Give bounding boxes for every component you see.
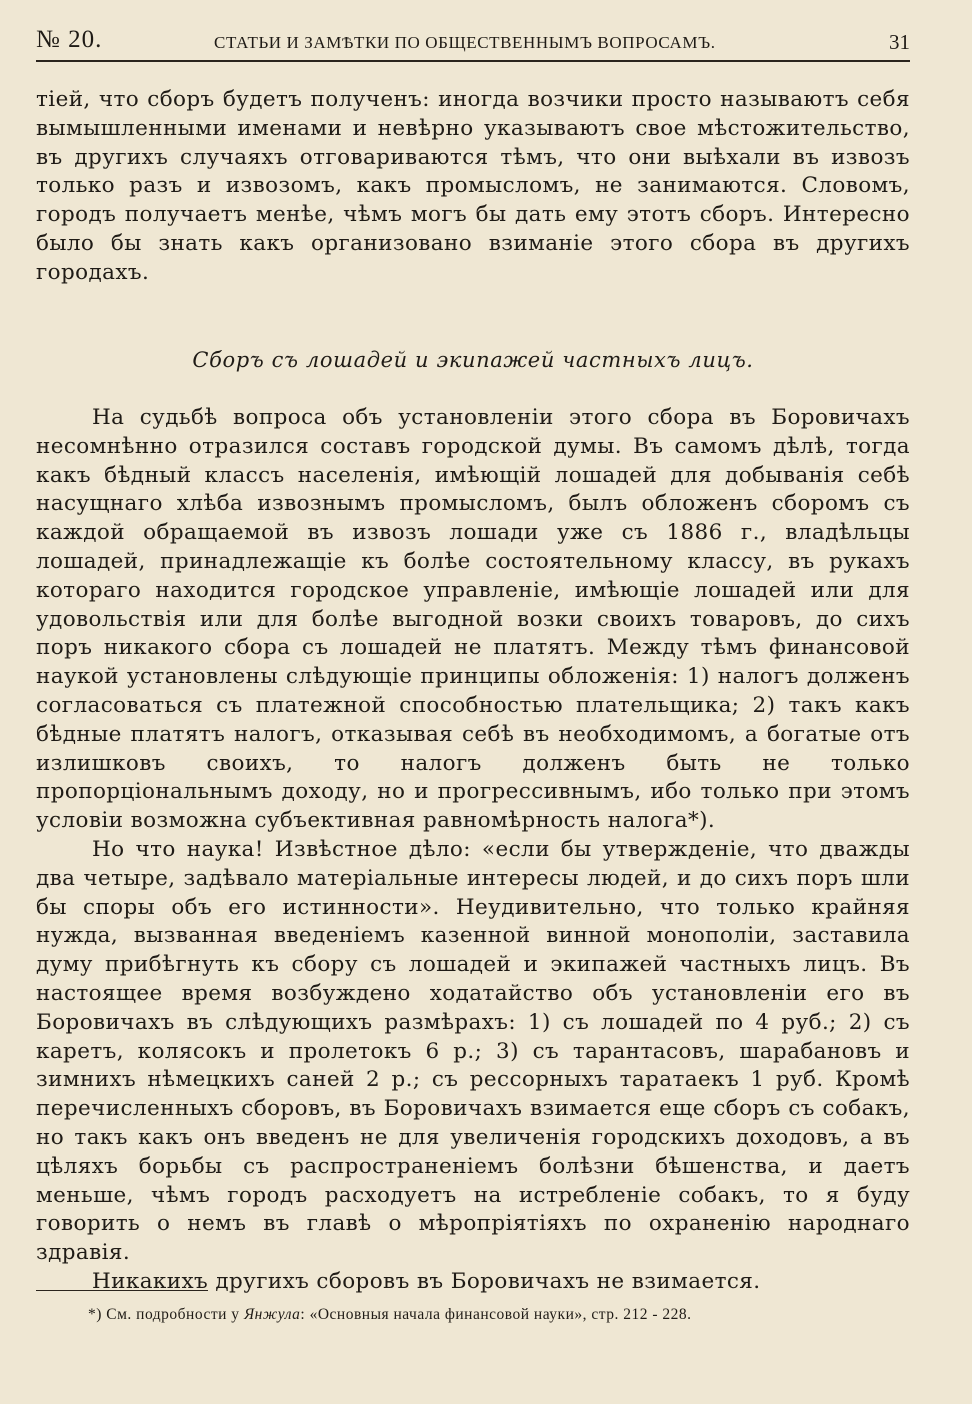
footnote-text: : «Основныя начала финансовой науки», стр. 212 - 228. — [300, 1306, 692, 1323]
footnote — [88, 1306, 910, 1324]
running-header — [36, 26, 910, 62]
intro-paragraph: тіей, что сборъ будетъ полученъ: иногда возчики просто называютъ себя вымышленными именами и невѣрно указываютъ свое мѣстожительство, въ другихъ случаяхъ отговариваются тѣмъ, что они выѣхали въ извозъ только разъ и извозомъ, какъ промысломъ, не занимаются. Словомъ, городъ получаетъ менѣе, чѣмъ могъ бы дать ему этотъ сборъ. Интересно было бы знать какъ организовано взиманіе этого сбора въ другихъ городахъ. — [36, 87, 910, 285]
page-number: 31 — [889, 30, 910, 54]
issue-number: № 20. — [36, 26, 103, 53]
section-heading: Сборъ съ лошадей и экипажей частныхъ лицъ. — [192, 348, 754, 372]
paragraph-2: Но что наука! Извѣстное дѣло: «если бы утвержденіе, что дважды два четыре, задѣвало матеріальные интересы людей, и до сихъ поръ шли бы споры объ его истинности». Неудивительно, что только крайняя нужда, вызванная введеніемъ казенной винной монополіи, заставила думу прибѣгнуть къ сбору съ лошадей и экипажей частныхъ лицъ. Въ настоящее время возбуждено ходатайство объ установленіи его въ Боровичахъ въ слѣдующихъ размѣрахъ: 1) съ лошадей по 4 руб.; 2) съ каретъ, колясокъ и пролетокъ 6 р.; 3) съ тарантасовъ, шарабановъ и зимнихъ нѣмецкихъ саней 2 р.; съ рессорныхъ таратаекъ 1 руб. Кромѣ перечисленныхъ сборовъ, въ Боровичахъ взимается еще сборъ съ собакъ, но такъ какъ онъ введенъ не для увеличенія городскихъ доходовъ, а въ цѣляхъ борьбы съ распространеніемъ болѣзни бѣшенства, и даетъ меньше, чѣмъ городъ расходуетъ на истребленіе собакъ, то я буду говорить о немъ въ главѣ о мѣропріятіяхъ по охраненію народнаго здравія. — [36, 836, 910, 1266]
footnote-author: Янжула — [243, 1306, 301, 1323]
footnote-rule — [36, 1290, 208, 1291]
paragraph-3: Никакихъ другихъ сборовъ въ Боровичахъ не взимается. — [92, 1268, 761, 1294]
main-text-block — [36, 404, 910, 1297]
intro-text-block — [36, 86, 910, 288]
running-title: СТАТЬИ И ЗАМѢТКИ ПО ОБЩЕСТВЕННЫМЪ ВОПРОСАМЪ. — [214, 33, 716, 52]
header-rule — [36, 60, 910, 62]
footnote-marker: *) См. подробности у — [88, 1306, 240, 1323]
paragraph-1: На судьбѣ вопроса объ установленіи этого сбора въ Боровичахъ несомнѣнно отразился составъ городской думы. Въ самомъ дѣлѣ, тогда какъ бѣдный классъ населенія, имѣющій лошадей для добыванія себѣ насущнаго хлѣба извознымъ промысломъ, былъ обложенъ сборомъ съ каждой обращаемой въ извозъ лошади уже съ 1886 г., владѣльцы лошадей, принадлежащіе къ болѣе состоятельному классу, въ рукахъ котораго находится городское управленіе, имѣющіе лошадей или для удовольствія или для болѣе выгодной возки своихъ товаровъ, до сихъ поръ никакого сбора съ лошадей не платятъ. Между тѣмъ финансовой наукой установлены слѣдующіе принципы обложенія: 1) налогъ долженъ согласоваться съ платежной способностью плательщика; 2) такъ какъ бѣдные платятъ налогъ, отказывая себѣ въ необходимомъ, а богатые отъ излишковъ своихъ, то налогъ долженъ быть не только пропорціональнымъ доходу, но и прогрессивнымъ, ибо только при этомъ условіи возможна субъективная равномѣрность налога*). — [36, 405, 910, 834]
